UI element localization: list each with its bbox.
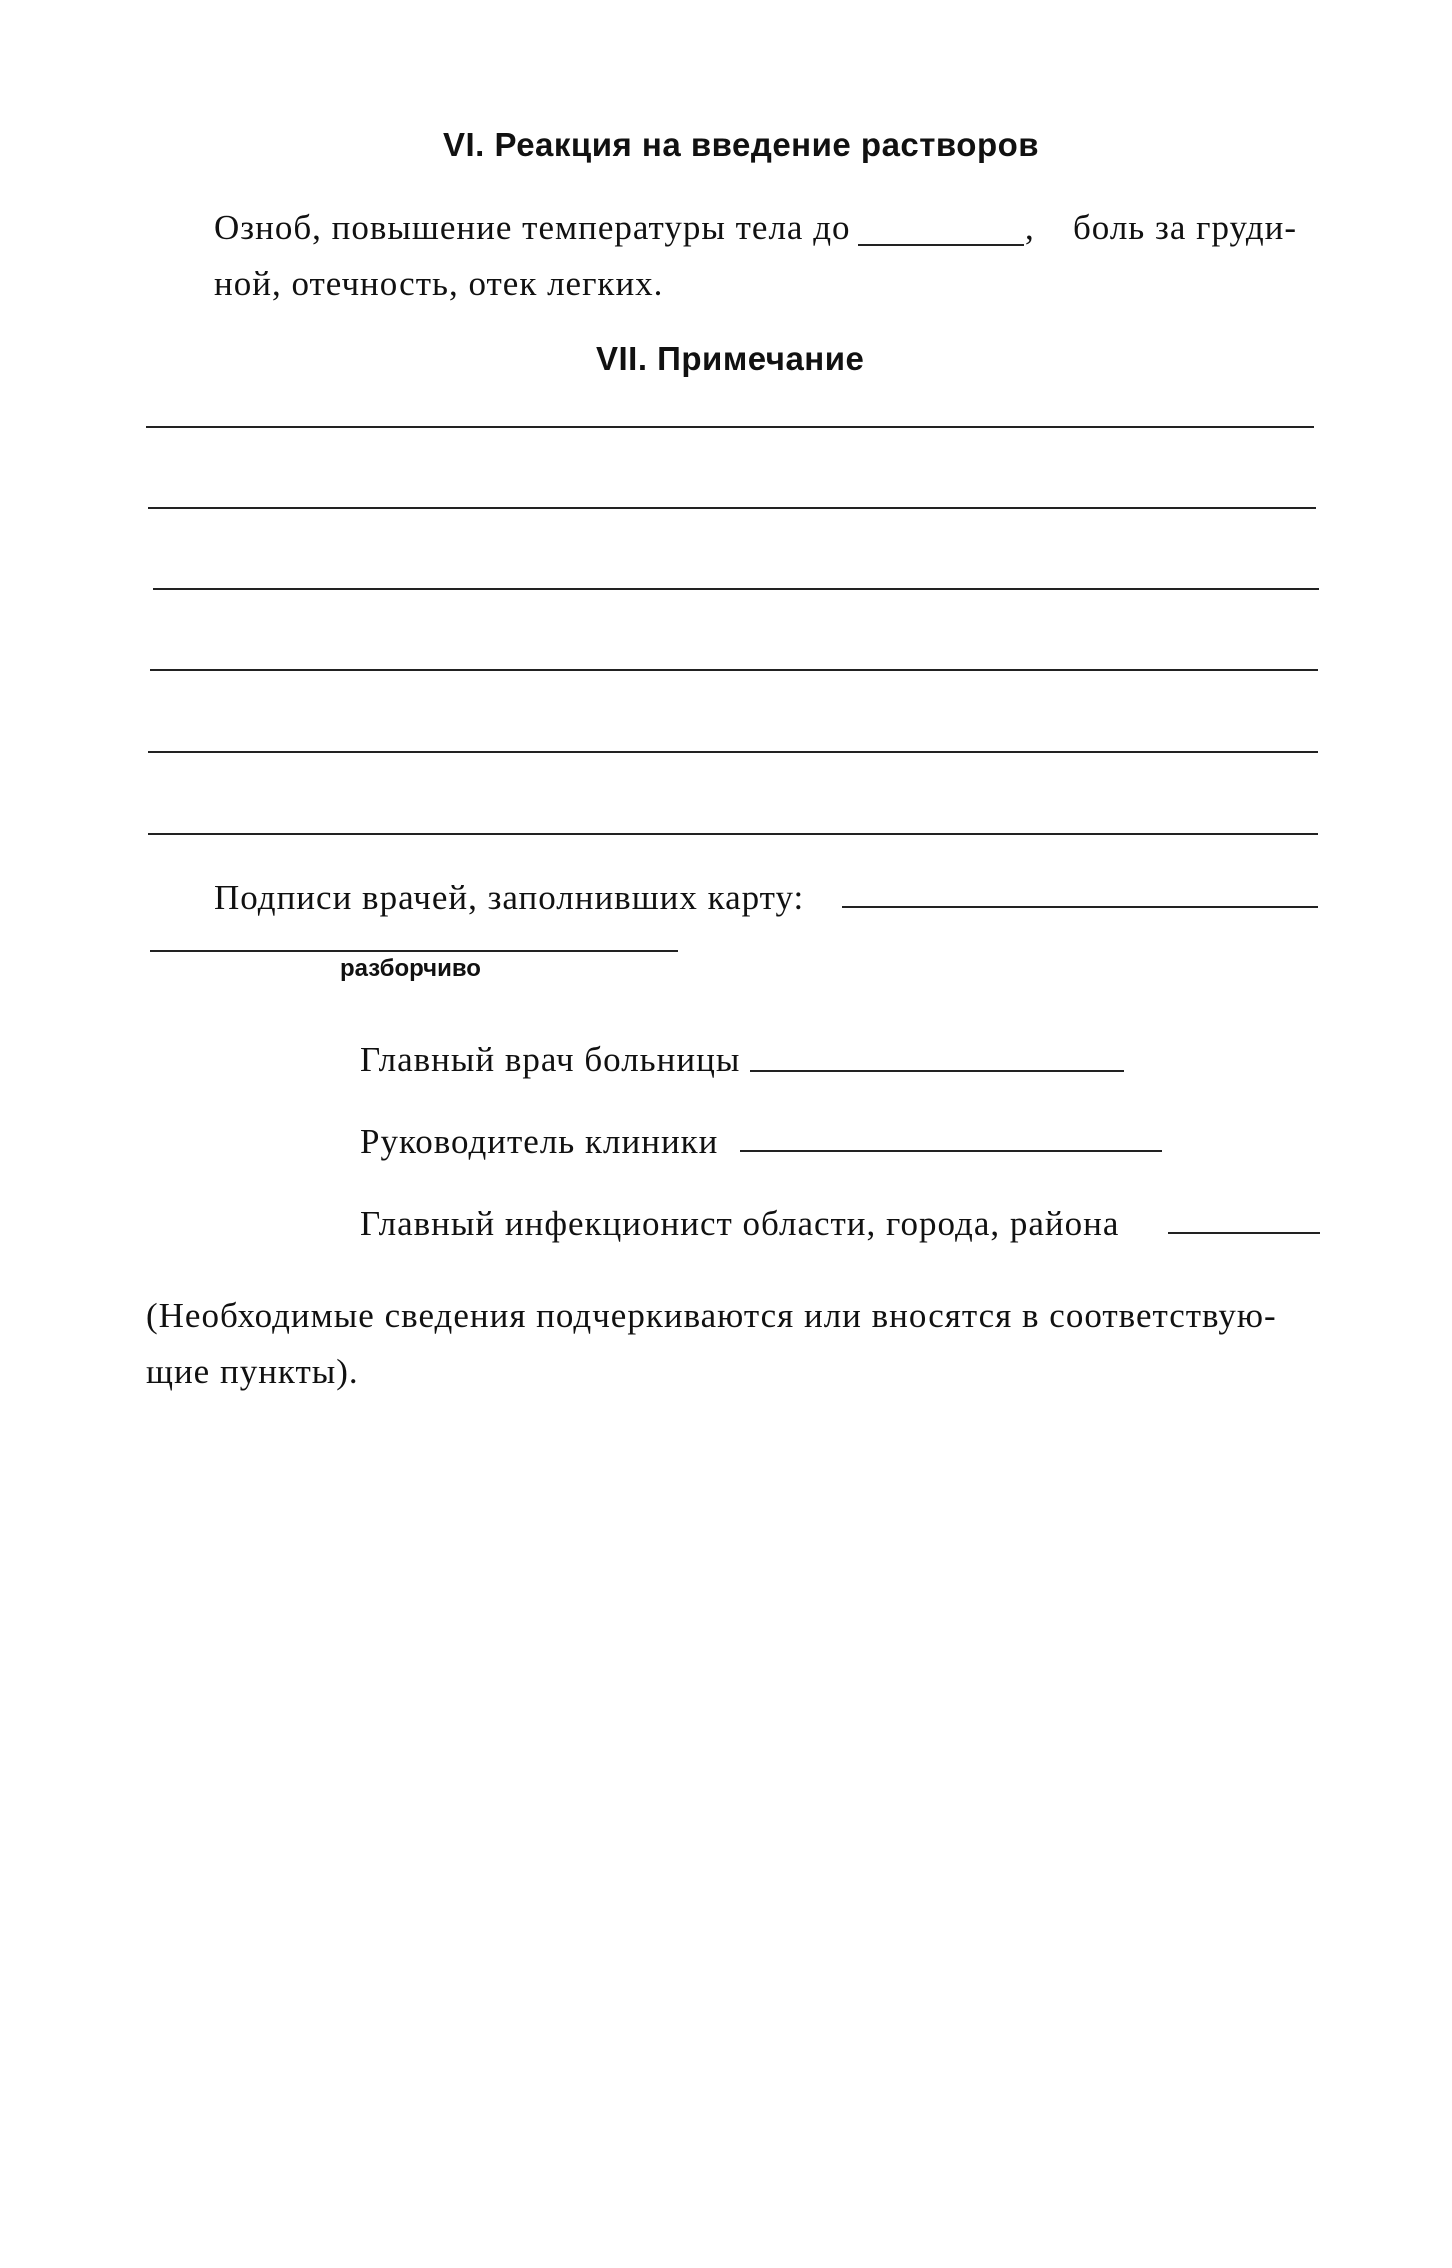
note-line-4[interactable] (150, 669, 1318, 671)
note-line-5[interactable] (148, 751, 1318, 753)
doctors-signatures-label: Подписи врачей, заполнивших карту: (214, 878, 805, 917)
note-line-3[interactable] (153, 588, 1319, 590)
clinic-head-signature-line[interactable] (740, 1150, 1162, 1152)
note-line-6[interactable] (148, 833, 1318, 835)
footer-note-line-1: (Необходимые сведения подчеркиваются или вносятся в соответствую- (146, 1296, 1277, 1335)
chief-infectionist-signature-line[interactable] (1168, 1232, 1320, 1234)
chief-physician-signature-line[interactable] (750, 1070, 1124, 1072)
temperature-input-line[interactable] (858, 244, 1024, 246)
clinic-head-label: Руководитель клиники (360, 1122, 719, 1161)
legibly-caption: разборчиво (340, 955, 481, 982)
note-line-2[interactable] (148, 507, 1316, 509)
section-6-heading: VI. Реакция на введение растворов (443, 126, 1040, 163)
section-6-text-line-2: ной, отечность, отек легких. (214, 264, 664, 303)
doctors-name-line[interactable] (150, 950, 678, 952)
chief-infectionist-label: Главный инфекционист области, города, района (360, 1204, 1120, 1243)
footer-note-line-2: щие пункты). (146, 1352, 359, 1391)
doctors-signature-line[interactable] (842, 906, 1318, 908)
section-7-heading: VII. Примечание (596, 340, 865, 377)
section-6-text-line-1a: Озноб, повышение температуры тела до (214, 208, 851, 247)
chief-physician-label: Главный врач больницы (360, 1040, 741, 1079)
section-6-text-line-1b: , (1025, 208, 1035, 247)
note-line-1[interactable] (146, 426, 1314, 428)
section-6-text-line-1c: боль за груди- (1073, 208, 1298, 247)
